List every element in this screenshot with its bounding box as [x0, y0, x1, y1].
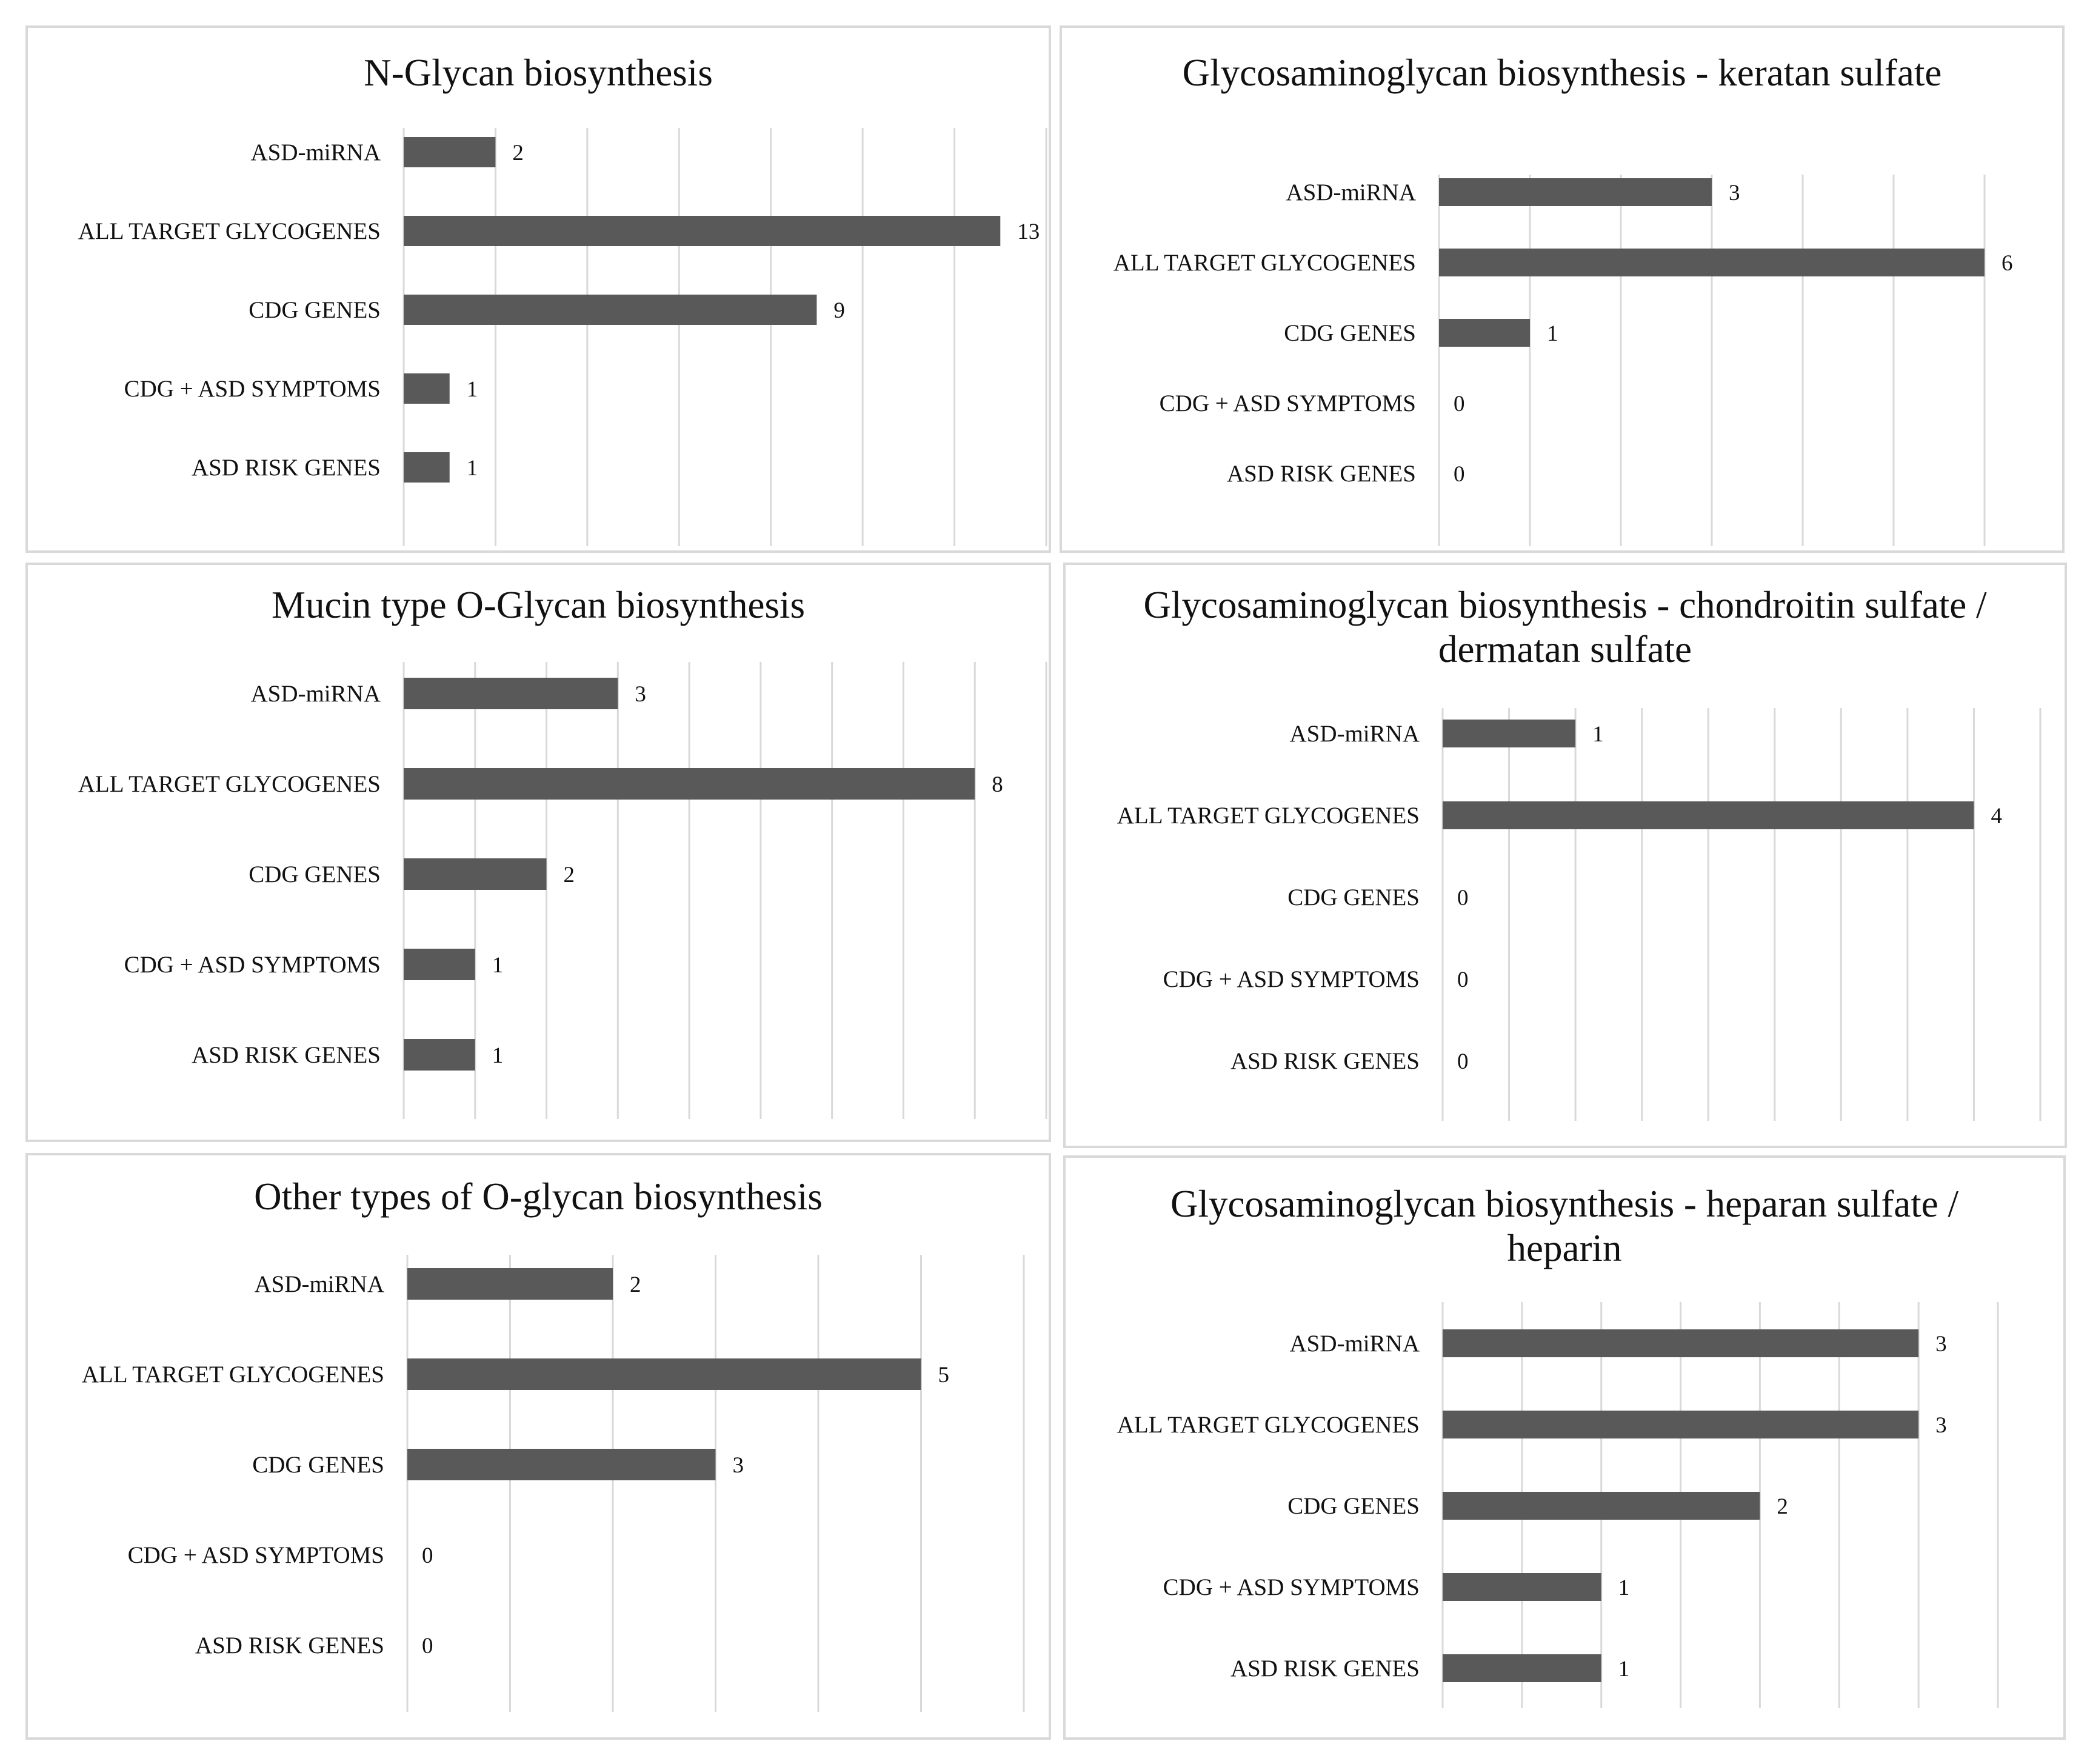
category-label: ALL TARGET GLYCOGENES [78, 218, 381, 244]
data-label: 1 [1618, 1657, 1630, 1682]
bar [407, 1358, 921, 1390]
bar [1439, 249, 1985, 276]
category-label: CDG + ASD SYMPTOMS [124, 952, 381, 978]
chart-panel-heparan-sulfate [1063, 1155, 2066, 1740]
chart-plot-heparan-sulfate [1066, 1158, 2066, 1740]
bar [404, 949, 475, 980]
category-label: ASD-miRNA [1289, 1331, 1420, 1357]
data-label: 8 [992, 772, 1003, 797]
category-label: CDG + ASD SYMPTOMS [1163, 1574, 1420, 1600]
data-label: 9 [833, 298, 845, 323]
chart-plot-chondroitin-sulfate [1066, 565, 2067, 1148]
bar [404, 373, 450, 404]
bar [404, 768, 975, 800]
data-label: 1 [492, 1043, 504, 1068]
category-label: ASD RISK GENES [1230, 1655, 1420, 1682]
category-label: ASD RISK GENES [191, 1042, 381, 1068]
category-label: CDG GENES [1287, 884, 1420, 910]
data-label: 3 [1935, 1332, 1947, 1357]
category-label: ASD RISK GENES [1230, 1048, 1420, 1074]
bar [1443, 720, 1575, 747]
bar [1443, 1573, 1601, 1601]
category-label: ASD-miRNA [1289, 721, 1420, 747]
category-label: CDG GENES [249, 861, 381, 887]
data-label: 2 [1777, 1494, 1788, 1519]
bar [404, 858, 547, 890]
category-label: ASD RISK GENES [1226, 461, 1416, 487]
bar [404, 1039, 475, 1071]
data-label: 1 [466, 377, 478, 402]
data-label: 0 [422, 1543, 433, 1568]
category-label: CDG GENES [249, 297, 381, 323]
category-label: CDG GENES [252, 1452, 384, 1478]
chart-title: Mucin type O-Glycan biosynthesis [271, 584, 806, 626]
chart-panel-keratan-sulfate [1060, 25, 2065, 553]
bar [1439, 319, 1530, 347]
data-label: 2 [512, 141, 524, 165]
data-label: 4 [1991, 804, 2002, 829]
data-label: 0 [1454, 392, 1465, 416]
chart-panel-n-glycan [25, 25, 1051, 553]
data-label: 2 [630, 1272, 641, 1297]
bar [1443, 1654, 1601, 1682]
category-label: ALL TARGET GLYCOGENES [78, 771, 381, 797]
chart-title: N-Glycan biosynthesis [364, 52, 713, 94]
chart-panel-other-o-glycan [25, 1153, 1051, 1740]
category-label: ASD-miRNA [250, 681, 381, 707]
chart-panel-chondroitin-sulfate [1063, 563, 2067, 1148]
chart-title: Glycosaminoglycan biosynthesis - chondroitin sulfate / dermatan sulfate [1143, 584, 1987, 670]
category-label: ASD RISK GENES [195, 1632, 384, 1659]
data-label: 0 [1454, 462, 1465, 487]
data-label: 1 [1592, 722, 1604, 747]
category-label: ASD-miRNA [1286, 179, 1416, 205]
bar [1443, 801, 1974, 829]
category-label: ALL TARGET GLYCOGENES [1117, 803, 1420, 829]
data-label: 1 [1547, 321, 1558, 346]
data-label: 6 [2002, 251, 2013, 276]
bar [407, 1449, 716, 1480]
data-label: 5 [938, 1363, 949, 1388]
bar [404, 216, 1000, 246]
data-label: 1 [466, 456, 478, 481]
bar [404, 295, 816, 325]
chart-title: Glycosaminoglycan biosynthesis - heparan sulfate / heparin [1170, 1183, 1958, 1269]
data-label: 1 [492, 953, 504, 978]
chart-plot-mucin-type [28, 565, 1051, 1142]
category-label: CDG GENES [1284, 320, 1416, 346]
data-label: 0 [1457, 967, 1469, 992]
data-label: 3 [732, 1453, 744, 1478]
bar [1443, 1492, 1760, 1520]
bar [407, 1268, 613, 1300]
category-label: CDG + ASD SYMPTOMS [124, 376, 381, 402]
category-label: ALL TARGET GLYCOGENES [81, 1361, 384, 1388]
data-label: 1 [1618, 1575, 1630, 1600]
category-label: ALL TARGET GLYCOGENES [1113, 250, 1416, 276]
chart-panel-mucin-type [25, 563, 1051, 1142]
chart-plot-other-o-glycan [28, 1155, 1051, 1740]
category-label: ASD-miRNA [254, 1271, 384, 1297]
data-label: 0 [1457, 886, 1469, 910]
category-label: CDG + ASD SYMPTOMS [127, 1542, 384, 1568]
data-label: 13 [1017, 219, 1040, 244]
data-label: 2 [563, 863, 575, 887]
bar [1443, 1411, 1918, 1438]
bar [1443, 1329, 1918, 1357]
category-label: ASD-miRNA [250, 139, 381, 165]
bar [404, 678, 618, 709]
data-label: 0 [422, 1634, 433, 1659]
bar [1439, 178, 1712, 206]
bar [404, 137, 495, 167]
bar [404, 452, 450, 483]
category-label: ASD RISK GENES [191, 455, 381, 481]
data-label: 0 [1457, 1049, 1469, 1074]
chart-title: Glycosaminoglycan biosynthesis - keratan sulfate [1182, 52, 1942, 94]
chart-title: Other types of O-glycan biosynthesis [254, 1175, 823, 1218]
chart-plot-keratan-sulfate [1062, 28, 2065, 553]
category-label: CDG GENES [1287, 1493, 1420, 1519]
category-label: ALL TARGET GLYCOGENES [1117, 1412, 1420, 1438]
chart-plot-n-glycan [28, 28, 1051, 553]
category-label: CDG + ASD SYMPTOMS [1163, 966, 1420, 992]
category-label: CDG + ASD SYMPTOMS [1159, 390, 1416, 416]
data-label: 3 [1935, 1413, 1947, 1438]
data-label: 3 [1729, 181, 1740, 205]
data-label: 3 [635, 682, 646, 707]
